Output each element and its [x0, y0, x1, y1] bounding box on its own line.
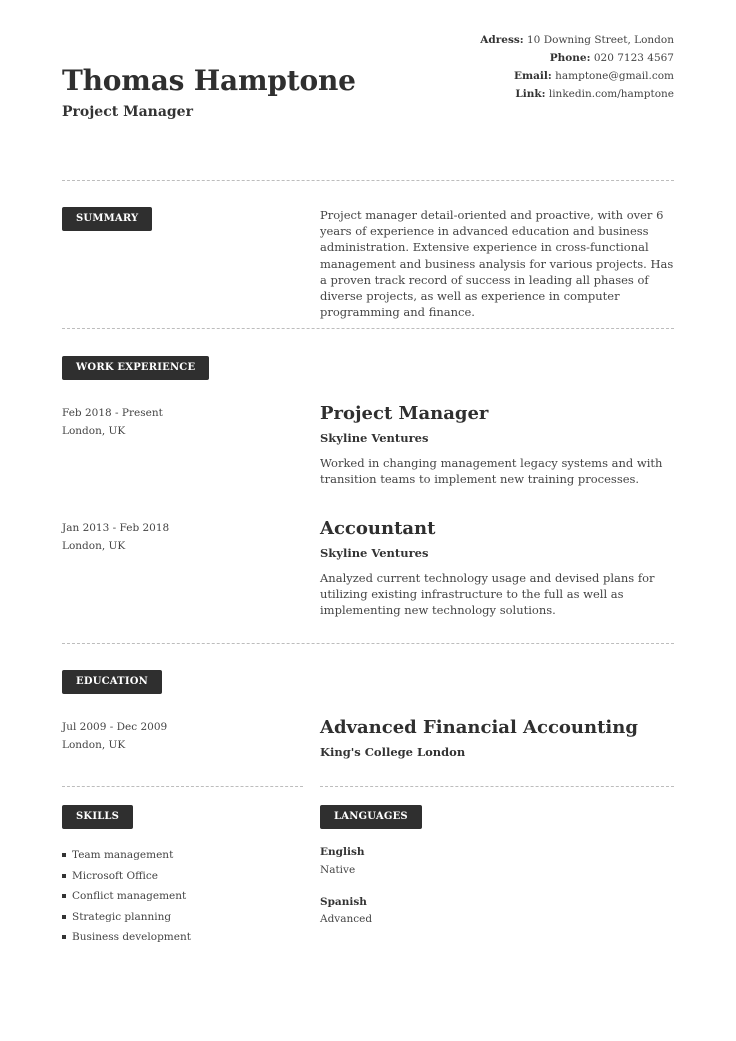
section-label-skills: SKILLS	[62, 805, 133, 829]
bullet-icon	[62, 853, 66, 857]
work-title: Accountant	[320, 518, 436, 539]
contact-email-label: Email:	[514, 70, 552, 82]
bullet-icon	[62, 894, 66, 898]
language-name: Spanish	[320, 896, 367, 908]
education-dates: Jul 2009 - Dec 2009	[62, 721, 168, 733]
work-location: London, UK	[62, 540, 126, 552]
education-school: King's College London	[320, 745, 466, 759]
bullet-icon	[62, 915, 66, 919]
divider	[320, 786, 674, 787]
skill-label: Conflict management	[72, 890, 187, 902]
work-description: Worked in changing management legacy systems and with transition teams to implement new training processes.	[320, 456, 663, 487]
bullet-icon	[62, 874, 66, 878]
divider	[62, 328, 674, 329]
divider	[62, 643, 674, 644]
skill-item	[62, 866, 191, 887]
language-level: Native	[320, 864, 356, 876]
bullet-icon	[62, 935, 66, 939]
skill-label: Business development	[72, 931, 191, 943]
summary-text: Project manager detail-oriented and proactive, with over 6 years of experience in advanced education and business administration. Extensive experience in cross-functional management and business analysis for various projects. Has a proven track record of success in leading all phases of diverse projects, as well as experience in computer programming and finance.	[320, 208, 674, 320]
candidate-role: Project Manager	[62, 104, 193, 120]
contact-link-value[interactable]: linkedin.com/hamptone	[548, 88, 674, 100]
contact-phone-value: 020 7123 4567	[593, 52, 674, 64]
section-label-education: EDUCATION	[62, 670, 162, 694]
education-dates-location	[62, 718, 167, 754]
divider	[62, 180, 674, 181]
contact-address	[480, 31, 674, 49]
contact-phone	[480, 49, 674, 67]
contact-address-label: Adress:	[480, 34, 524, 46]
contact-email-value[interactable]: hamptone@gmail.com	[555, 70, 674, 82]
language-level: Advanced	[320, 913, 373, 925]
education-title: Advanced Financial Accounting	[320, 717, 638, 738]
work-dates-location	[62, 519, 169, 555]
work-company: Skyline Ventures	[320, 546, 429, 560]
work-location: London, UK	[62, 425, 126, 437]
work-title: Project Manager	[320, 403, 489, 424]
contact-info	[480, 31, 674, 103]
contact-link	[480, 85, 674, 103]
contact-email	[480, 67, 674, 85]
education-location: London, UK	[62, 739, 126, 751]
skill-item	[62, 845, 191, 866]
divider	[62, 786, 303, 787]
work-company: Skyline Ventures	[320, 431, 429, 445]
work-dates: Jan 2013 - Feb 2018	[62, 522, 170, 534]
skill-item	[62, 927, 191, 948]
contact-link-label: Link:	[515, 88, 546, 100]
work-dates: Feb 2018 - Present	[62, 407, 163, 419]
section-label-work-experience: WORK EXPERIENCE	[62, 356, 209, 380]
language-name: English	[320, 846, 365, 858]
skill-label: Microsoft Office	[72, 869, 159, 882]
work-dates-location	[62, 404, 163, 440]
work-description: Analyzed current technology usage and devised plans for utilizing existing infrastructure to the full as well as implementing new technology solutions.	[320, 571, 655, 618]
candidate-name: Thomas Hamptone	[62, 64, 356, 97]
skill-item	[62, 886, 191, 907]
contact-phone-label: Phone:	[549, 52, 591, 64]
skills-list	[62, 845, 191, 948]
contact-address-value: 10 Downing Street, London	[527, 34, 674, 46]
section-label-languages: LANGUAGES	[320, 805, 422, 829]
section-label-summary: SUMMARY	[62, 207, 152, 231]
skill-label: Strategic planning	[72, 910, 172, 923]
skill-label: Team management	[72, 849, 174, 861]
skill-item	[62, 907, 191, 928]
